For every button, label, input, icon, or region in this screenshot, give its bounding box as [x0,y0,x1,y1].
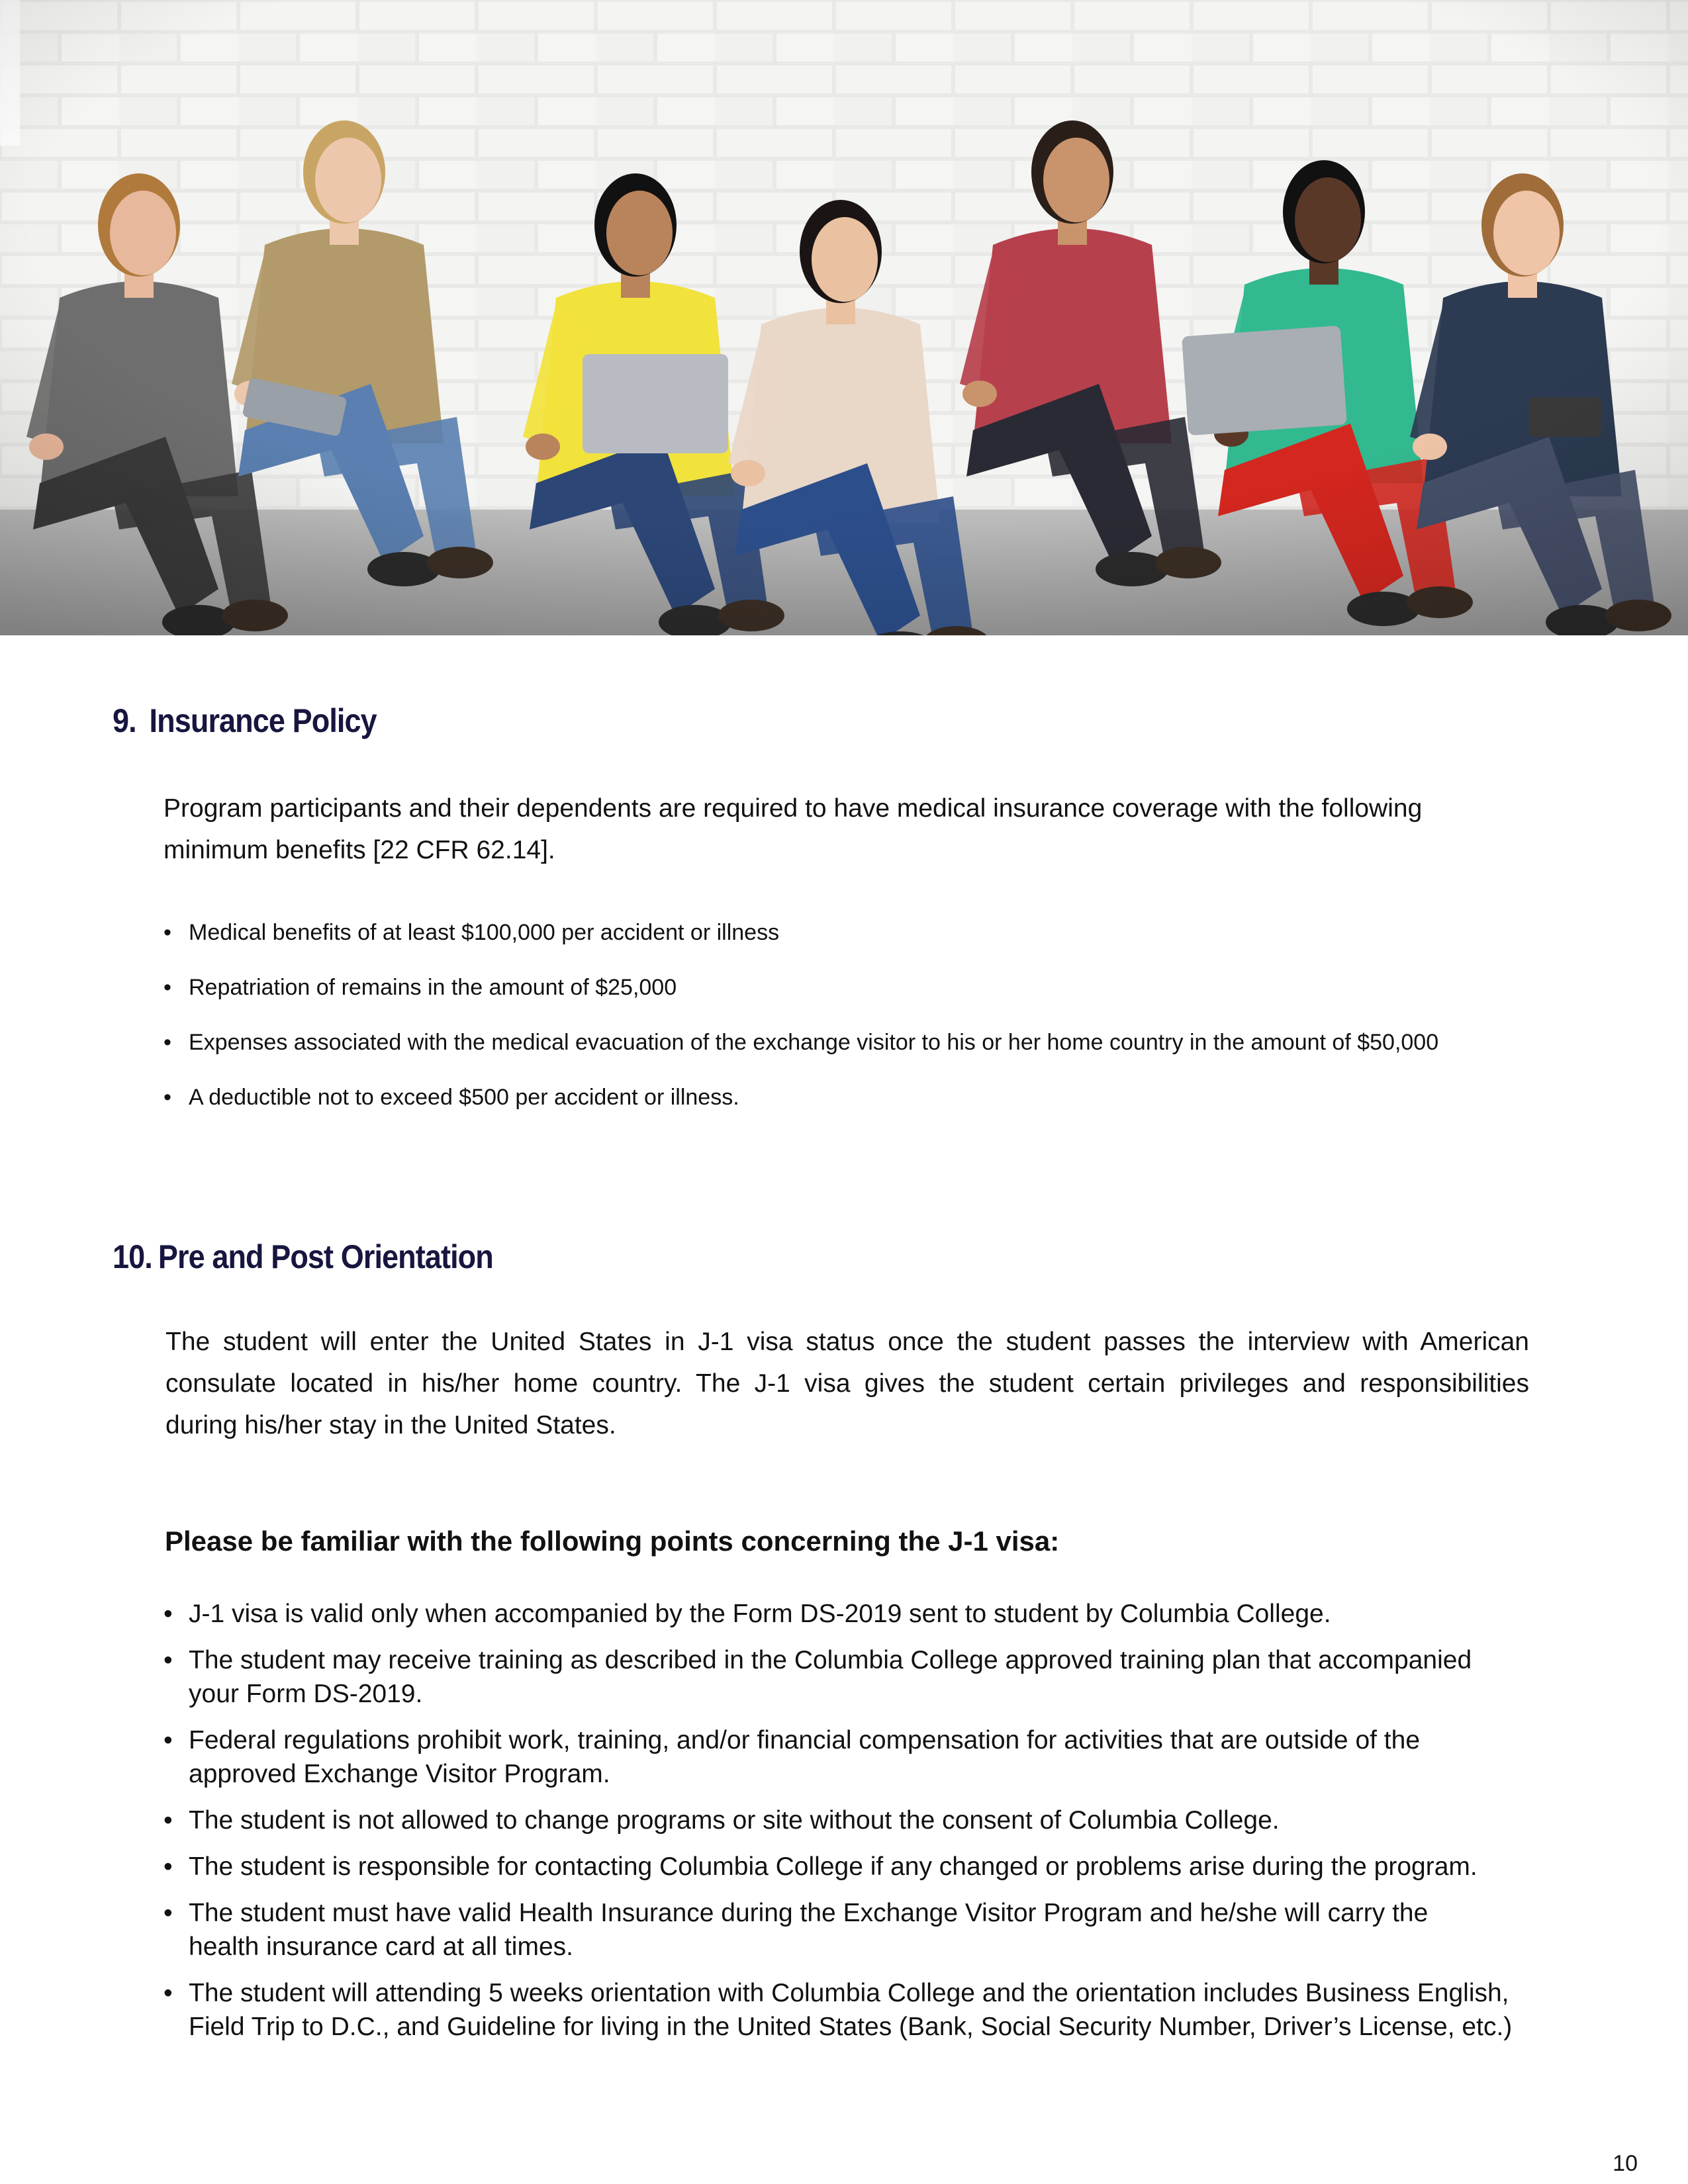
section-10-intro [165,1321,1529,1446]
list-item [164,1896,1653,1964]
bullet-icon: • [164,1030,171,1055]
section-9-heading [113,702,377,740]
hero-photo [0,0,1688,635]
list-item-line: The student will attending 5 weeks orientation with Columbia College and the orientation includes Business English, [189,1979,1509,2007]
section-9-intro-line: Program participants and their dependents are required to have medical insurance coverage with the following [164,794,1423,823]
bullet-icon: • [164,1085,171,1110]
list-item-line: The student is not allowed to change programs or site without the consent of Columbia College. [189,1806,1280,1835]
list-item [164,1850,1653,1884]
list-item-line: The student may receive training as described in the Columbia College approved training plan that accompanied [189,1646,1472,1674]
list-item [164,1597,1653,1631]
list-item [164,1643,1653,1711]
section-9-bullet-list [164,919,1620,1139]
section-10-heading [113,1238,493,1276]
bullet-icon: • [164,1852,173,1881]
list-item [164,1084,1620,1111]
bullet-icon: • [164,1726,173,1754]
list-item [164,1803,1653,1837]
section-9-number: 9. [113,702,136,739]
list-item-line: approved Exchange Visitor Program. [189,1760,610,1788]
section-9-title: Insurance Policy [149,702,377,739]
bullet-icon: • [164,1600,173,1628]
bullet-icon: • [164,1646,173,1674]
section-10-title: Pre and Post Orientation [158,1238,493,1275]
list-item-line: your Form DS-2019. [189,1680,423,1708]
section-10-number: 10. [113,1238,152,1275]
list-item-line: J-1 visa is valid only when accompanied by the Form DS-2019 sent to student by Columbia College. [189,1600,1331,1628]
list-item [164,1029,1620,1056]
list-item-line: The student is responsible for contacting Columbia College if any changed or problems arise during the program. [189,1852,1477,1881]
list-item-text: Medical benefits of at least $100,000 per accident or illness [189,920,780,945]
section-10-subheading: Please be familiar with the following points concerning the J-1 visa: [165,1525,1060,1557]
list-item-line: Field Trip to D.C., and Guideline for living in the United States (Bank, Social Security Number, Driver’s License, etc.) [189,2013,1513,2041]
list-item [164,919,1620,946]
bullet-icon: • [164,1979,173,2007]
bullet-icon: • [164,920,171,945]
section-9-intro [164,788,1422,871]
section-9-intro-line: minimum benefits [22 CFR 62.14]. [164,836,555,864]
section-10-bullet-list [164,1597,1653,2056]
list-item [164,974,1620,1001]
list-item-line: The student must have valid Health Insurance during the Exchange Visitor Program and he/she will carry the [189,1899,1429,1927]
section-10-intro-line: consulate located in his/her home country. The J-1 visa gives the student certain privileges and responsibilities [165,1369,1529,1398]
list-item-line: Federal regulations prohibit work, training, and/or financial compensation for activities that are outside of the [189,1726,1421,1754]
bullet-icon: • [164,1806,173,1835]
list-item [164,1976,1653,2044]
list-item-line: health insurance card at all times. [189,1933,573,1961]
section-10-intro-line: during his/her stay in the United States. [165,1411,616,1439]
list-item-text: A deductible not to exceed $500 per accident or illness. [189,1085,739,1110]
group-of-students-photo [0,0,1688,635]
bullet-icon: • [164,1899,173,1927]
page-number: 10 [1613,2151,1638,2176]
list-item-text: Repatriation of remains in the amount of $25,000 [189,975,677,1000]
bullet-icon: • [164,975,171,1000]
list-item-text: Expenses associated with the medical evacuation of the exchange visitor to his or her home country in the amount of $50,000 [189,1030,1439,1055]
list-item [164,1723,1653,1791]
section-10-intro-line: The student will enter the United States in J-1 visa status once the student passes the interview with American [165,1328,1529,1356]
